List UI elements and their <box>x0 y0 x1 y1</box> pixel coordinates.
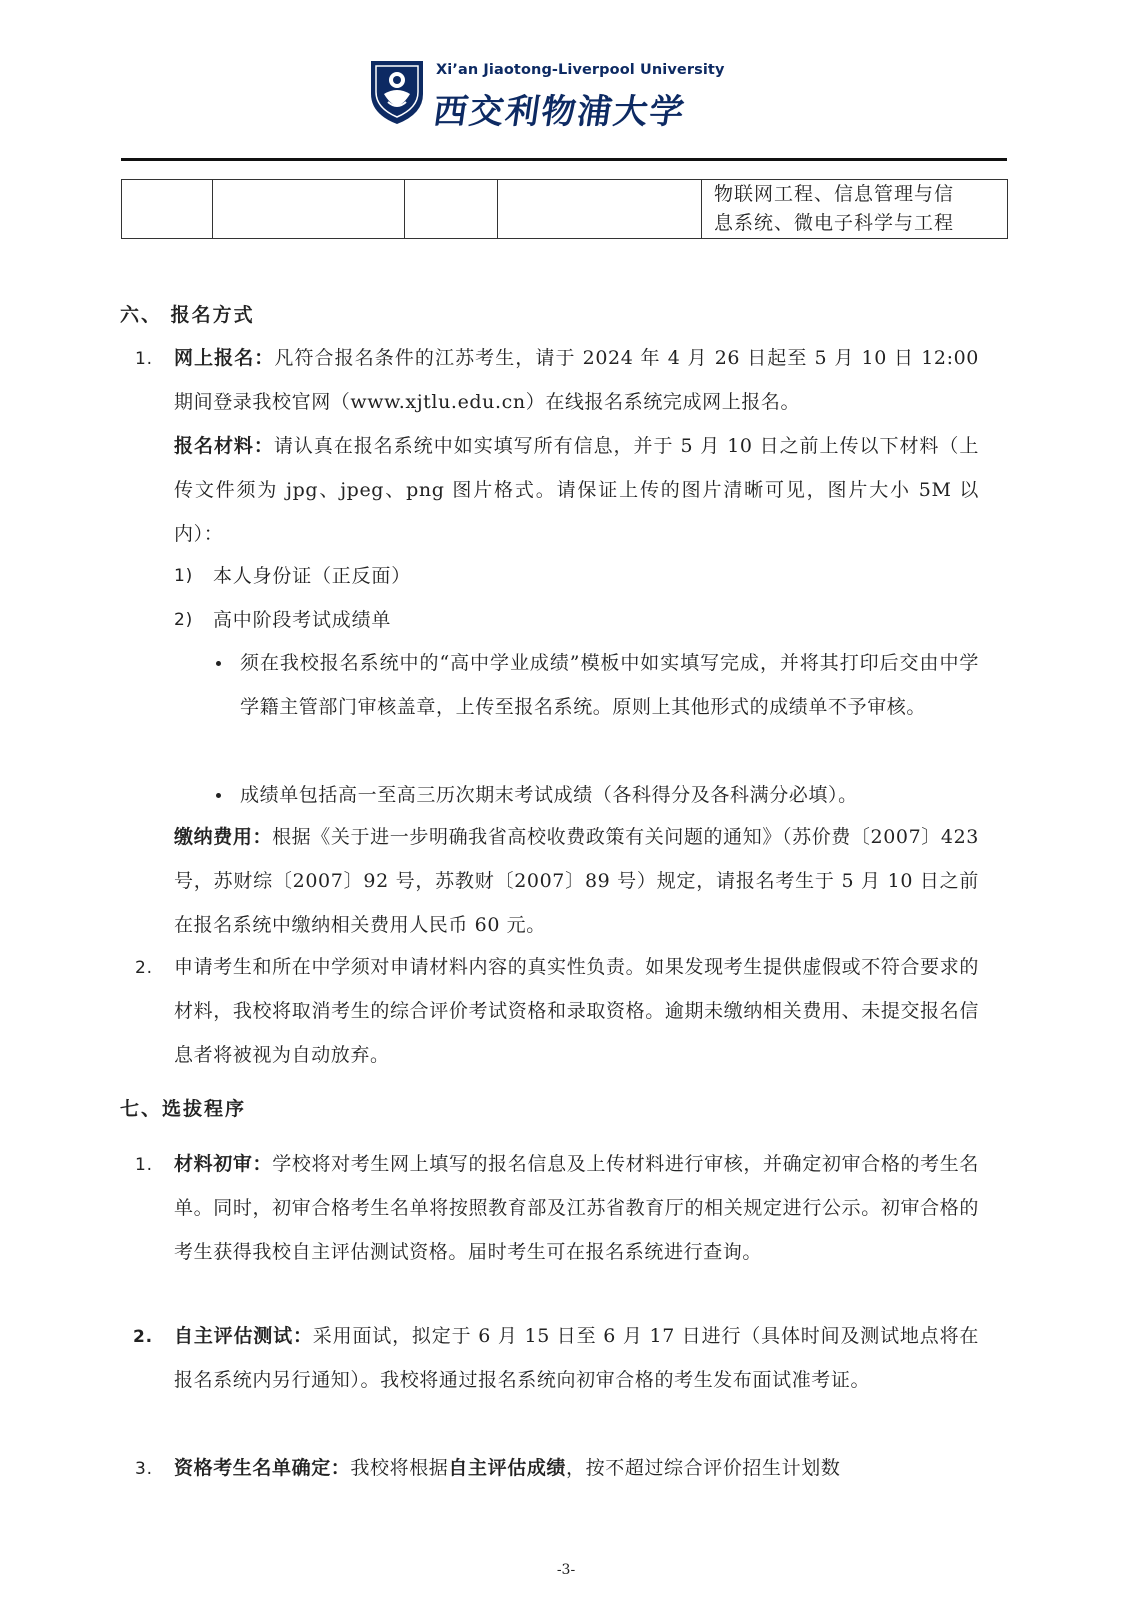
table-cell <box>122 180 213 239</box>
item-text: 凡符合报名条件的江苏考生，请于 2024 年 4 月 26 日起至 5 月 10 日 12:00 期间登录我校官网（www.xjtlu.edu.cn）在线报名系统完成网上报名。 <box>174 347 979 413</box>
item-text: ，按不超过综合评价招生计划数 <box>566 1457 841 1479</box>
sub-item-number: 2) <box>174 610 194 630</box>
item-number: 2. <box>135 958 153 978</box>
header-divider <box>121 158 1007 161</box>
online-registration-paragraph <box>174 336 979 424</box>
fee-paragraph <box>174 815 979 947</box>
table-cell <box>405 180 498 239</box>
bullet-icon <box>216 793 221 798</box>
item-label: 材料初审： <box>174 1153 273 1175</box>
assessment-test-paragraph <box>174 1314 979 1402</box>
item-number: 2. <box>133 1327 153 1347</box>
majors-table <box>121 179 1008 239</box>
item-label: 自主评估测试： <box>174 1325 313 1347</box>
item-bold-text: 自主评估成绩 <box>448 1457 567 1479</box>
item-label: 资格考生名单确定： <box>174 1457 351 1479</box>
item-label: 报名材料： <box>174 435 274 457</box>
table-cell <box>213 180 405 239</box>
item-number: 1. <box>135 349 153 369</box>
item-text: 学校将对考生网上填写的报名信息及上传材料进行审核，并确定初审合格的考生名单。同时，初审合格考生名单将按照教育部及江苏省教育厅的相关规定进行公示。初审合格的考生获得我校自主评估测试资格。届时考生可在报名系统进行查询。 <box>174 1153 979 1263</box>
bullet-text: 须在我校报名系统中的“高中学业成绩”模板中如实填写完成，并将其打印后交由中学学籍主管部门审核盖章，上传至报名系统。原则上其他形式的成绩单不予审核。 <box>240 652 979 718</box>
sub-item-text: 本人身份证（正反面） <box>213 565 412 587</box>
university-crest-icon <box>368 58 426 126</box>
responsibility-paragraph: 申请考生和所在中学须对申请材料内容的真实性负责。如果发现考生提供虚假或不符合要求的材料，我校将取消考生的综合评价考试资格和录取资格。逾期未缴纳相关费用、未提交报名信息者将被视为自动放弃。 <box>174 956 979 1066</box>
item-text: 请认真在报名系统中如实填写所有信息，并于 5 月 10 日之前上传以下材料（上传文件须为 jpg、jpeg、png 图片格式。请保证上传的图片清晰可见，图片大小 5M 以内）： <box>174 435 979 545</box>
bullet-text: 成绩单包括高一至高三历次期末考试成绩（各科得分及各科满分必填）。 <box>240 784 858 806</box>
table-row <box>122 180 1008 239</box>
majors-line: 物联网工程、信息管理与信 <box>714 183 955 205</box>
bullet-icon <box>216 661 221 666</box>
item-label: 网上报名： <box>174 347 275 369</box>
initial-review-paragraph <box>174 1142 979 1274</box>
university-name-cn: 西交利物浦大学 <box>430 92 689 132</box>
sub-item-text: 高中阶段考试成绩单 <box>213 609 392 631</box>
sub-item-number: 1) <box>174 566 194 586</box>
qualified-list-paragraph <box>174 1446 979 1490</box>
section-6-title: 六、 报名方式 <box>120 304 255 326</box>
materials-paragraph <box>174 424 979 556</box>
item-text: 采用面试，拟定于 6 月 15 日至 6 月 17 日进行（具体时间及测试地点将在报名系统内另行通知）。我校将通过报名系统向初审合格的考生发布面试准考证。 <box>174 1325 979 1391</box>
item-text: 我校将根据 <box>350 1457 449 1479</box>
table-cell <box>498 180 702 239</box>
university-name-en: Xi’an Jiaotong-Liverpool University <box>436 62 725 78</box>
item-number: 1. <box>135 1155 153 1175</box>
section-7-title: 七、选拔程序 <box>120 1098 247 1120</box>
item-number: 3. <box>135 1459 153 1479</box>
item-label: 缴纳费用： <box>174 826 273 848</box>
majors-cell <box>702 180 1008 239</box>
item-text: 根据《关于进一步明确我省高校收费政策有关问题的通知》（苏价费〔2007〕423 号，苏财综〔2007〕92 号，苏教财〔2007〕89 号）规定，请报名考生于 5 月 10 日之前在报名系统中缴纳相关费用人民币 60 元。 <box>174 826 979 936</box>
page-number: -3- <box>556 1562 576 1578</box>
majors-line: 息系统、微电子科学与工程 <box>714 212 955 234</box>
page-header <box>368 50 748 132</box>
